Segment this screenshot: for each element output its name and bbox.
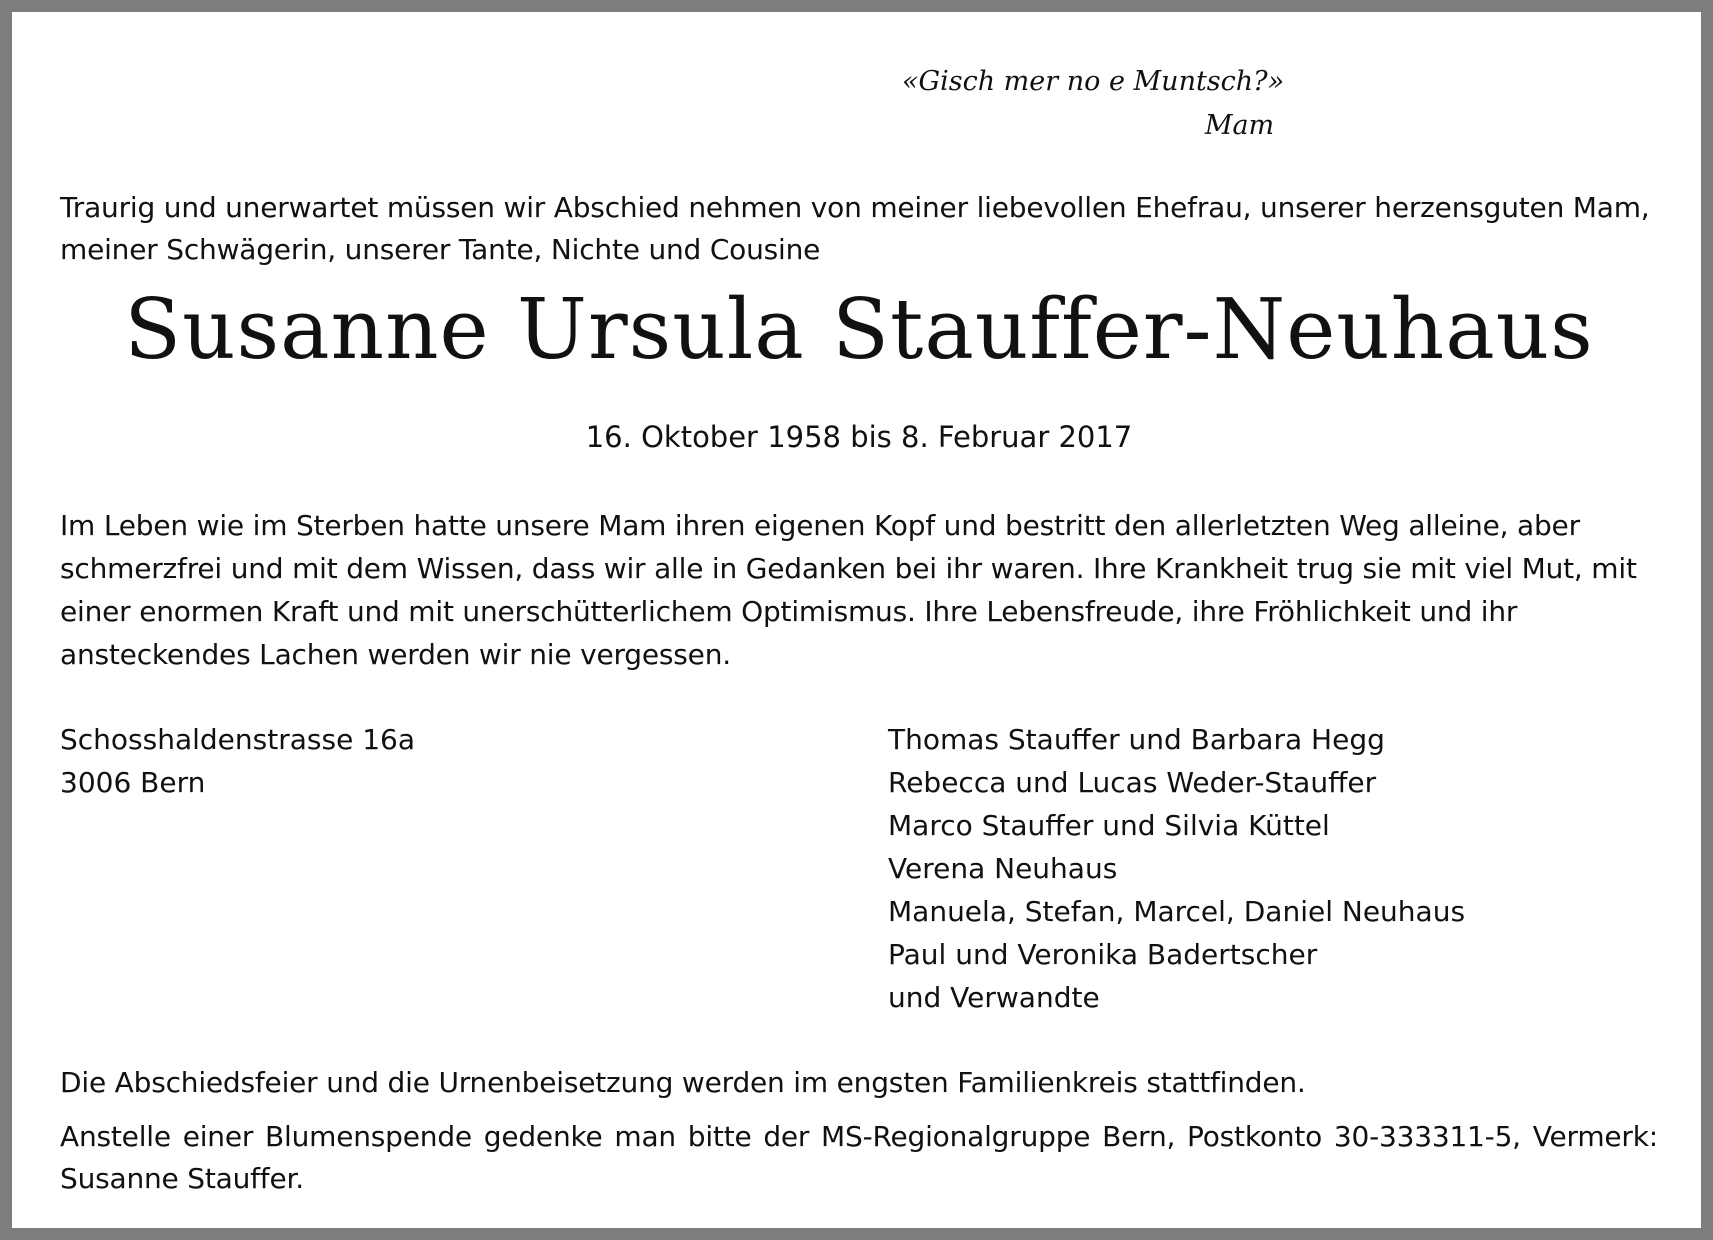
deceased-name: Susanne Ursula Stauffer-Neuhaus xyxy=(124,281,1594,378)
mourner-line: Marco Stauffer und Silvia Küttel xyxy=(888,809,1330,842)
motto-author: Mam xyxy=(1204,110,1275,141)
motto-quote: «Gisch mer no e Muntsch?» xyxy=(902,66,1285,97)
mourners-list xyxy=(888,718,1465,1019)
obituary-notice xyxy=(12,12,1701,1228)
mourner-line: Verena Neuhaus xyxy=(888,852,1118,885)
mourner-line: Thomas Stauffer und Barbara Hegg xyxy=(888,723,1385,756)
family-address xyxy=(60,718,415,804)
intro-text: Traurig und unerwartet müssen wir Abschied nehmen von meiner liebevollen Ehefrau, unserer herzensguten Mam, meiner Schwägerin, unserer Tante, Nichte und Cousine xyxy=(60,191,1650,266)
mourner-line: Rebecca und Lucas Weder-Stauffer xyxy=(888,766,1377,799)
donation-notice: Anstelle einer Blumenspende gedenke man bitte der MS-Regionalgruppe Bern, Postkonto 30-333311-5, Vermerk: Susanne Stauffer. xyxy=(60,1120,1658,1195)
mourner-line: und Verwandte xyxy=(888,981,1100,1014)
ceremony-notice: Die Abschiedsfeier und die Urnenbeisetzung werden im engsten Familienkreis stattfinden. xyxy=(60,1066,1306,1099)
tribute-text: Im Leben wie im Sterben hatte unsere Mam ihren eigenen Kopf und bestritt den allerletzten Weg alleine, aber schmerzfrei und mit dem Wissen, dass wir alle in Gedanken bei ihr waren. Ihre Krankheit trug sie mit viel Mut, mit einer enormen Kraft und mit unerschütterlichem Optimismus. Ihre Lebensfreude, ihre Fröhlichkeit und ihr ansteckendes Lachen werden wir nie vergessen. xyxy=(60,509,1637,671)
mourner-line: Manuela, Stefan, Marcel, Daniel Neuhaus xyxy=(888,895,1466,928)
address-city: 3006 Bern xyxy=(60,766,206,799)
motto xyxy=(902,60,1284,148)
mourner-line: Paul und Veronika Badertscher xyxy=(888,938,1318,971)
address-street: Schosshaldenstrasse 16a xyxy=(60,723,415,756)
life-dates: 16. Oktober 1958 bis 8. Februar 2017 xyxy=(585,420,1133,454)
